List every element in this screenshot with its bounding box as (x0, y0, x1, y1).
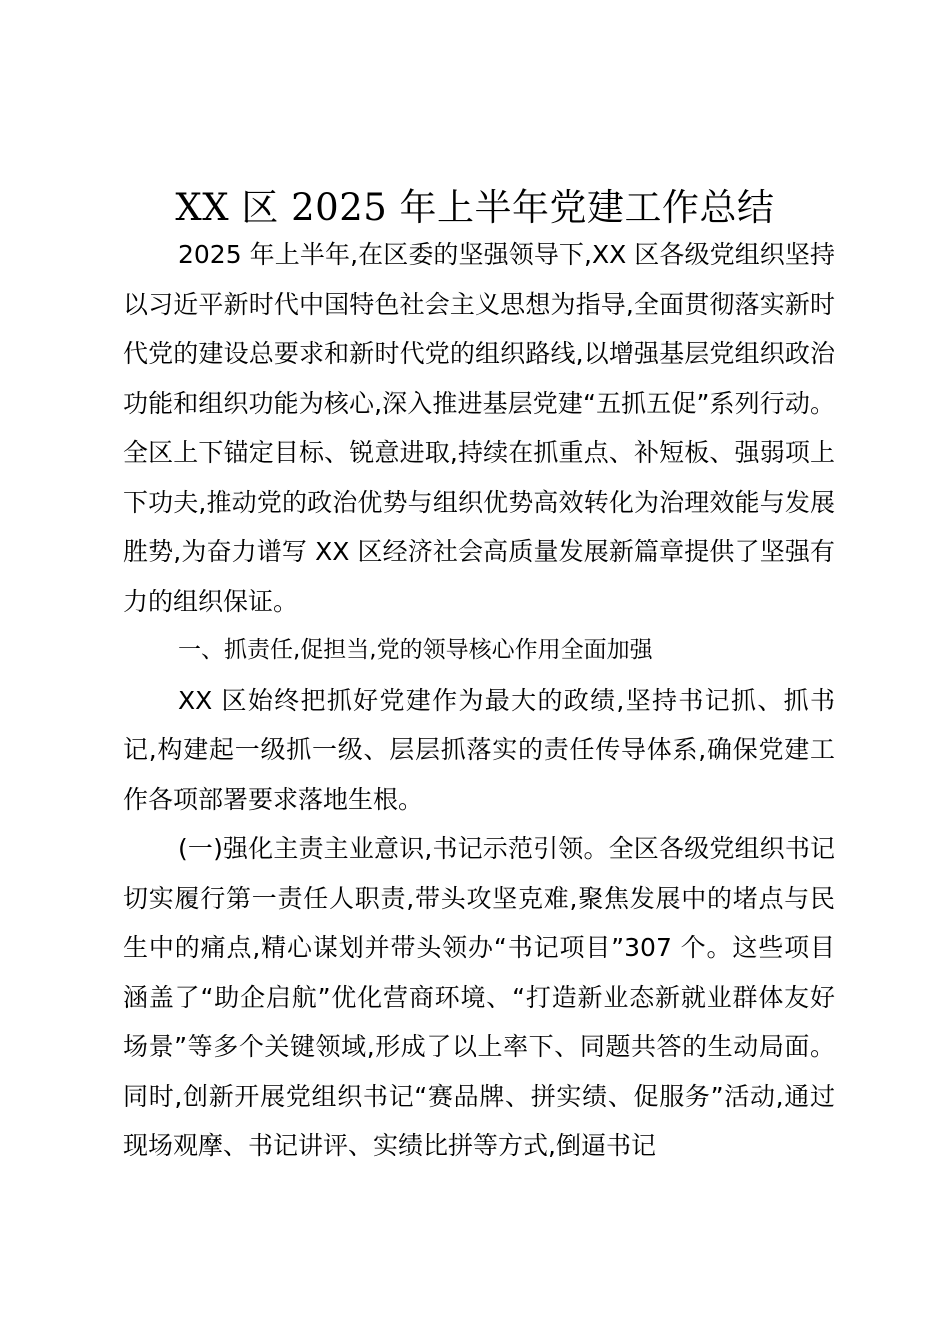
document-title: XX 区 2025 年上半年党建工作总结 (175, 186, 775, 229)
document-body (123, 230, 835, 1171)
section-1-paragraph: XX 区始终把抓好党建作为最大的政绩,坚持书记抓、抓书记,构建起一级抓一级、层层抓落实的责任传导体系,确保党建工作各项部署要求落地生根。 (123, 685, 835, 814)
section-heading-1: 一、抓责任,促担当,党的领导核心作用全面加强 (178, 637, 653, 663)
subsection-1-paragraph: (一)强化主责主业意识,书记示范引领。全区各级党组织书记切实履行第一责任人职责,带头攻坚克难,聚焦发展中的堵点与民生中的痛点,精心谋划并带头领办“书记项目”307 个。这些项目涵盖了“助企启航”优化营商环境、“打造新业态新就业群体友好场景”等多个关键领域,形成了以上率下、同题共答的生动局面。同时,创新开展党组织书记“赛品牌、拼实绩、促服务”活动,通过现场观摩、书记讲评、实绩比拼等方式,倒逼书记 (123, 834, 835, 1160)
intro-paragraph: 2025 年上半年,在区委的坚强领导下,XX 区各级党组织坚持以习近平新时代中国特色社会主义思想为指导,全面贯彻落实新时代党的建设总要求和新时代党的组织路线,以增强基层党组织政治功能和组织功能为核心,深入推进基层党建“五抓五促”系列行动。全区上下锚定目标、锐意进取,持续在抓重点、补短板、强弱项上下功夫,推动党的政治优势与组织优势高效转化为治理效能与发展胜势,为奋力谱写 XX 区经济社会高质量发展新篇章提供了坚强有力的组织保证。 (123, 240, 835, 616)
